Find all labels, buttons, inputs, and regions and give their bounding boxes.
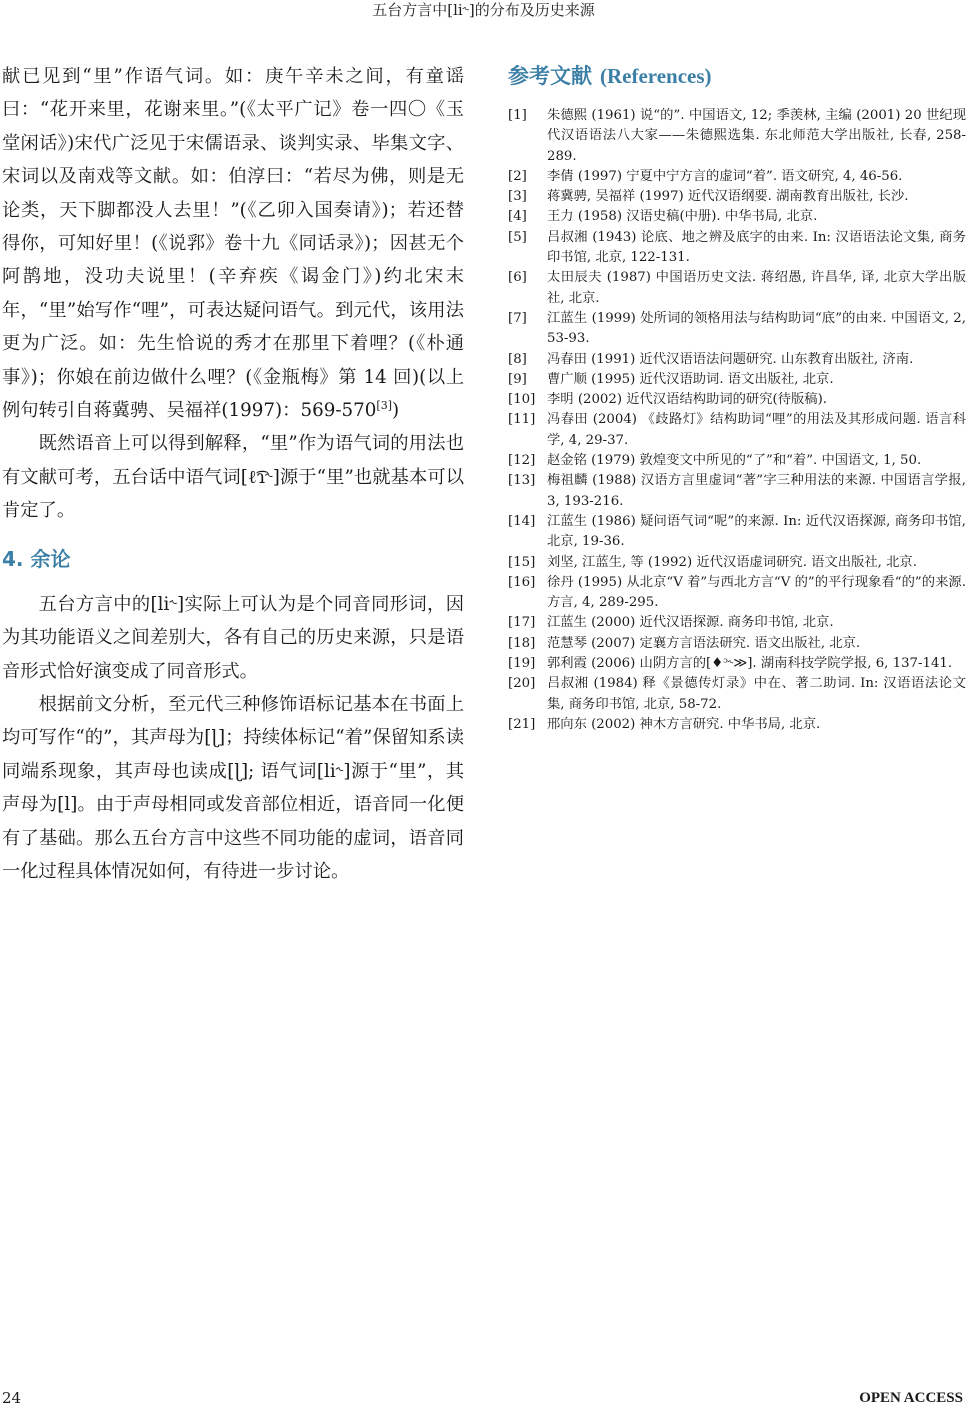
reference-number: [10]: [508, 392, 536, 408]
reference-text: 曹广顺 (1995) 近代汉语助词. 语文出版社, 北京.: [547, 371, 834, 387]
reference-item: [508, 410, 966, 451]
reference-number: [16]: [508, 574, 536, 590]
open-access-label: OPEN ACCESS: [859, 1390, 963, 1406]
reference-item: [508, 167, 966, 187]
paragraph-text: 献已见到“里”作语气词。如：庚午辛未之间，有童谣曰：“花开来里，花谢来里。”(《太平广记》卷一四〇《玉堂闲话》)宋代广泛见于宋儒语录、谈判实录、毕集文字、宋词以及南戏等文献。如：伯淳曰：“若尽为佛，则是无论类，天下脚都没人去里！”(《乙卯入国奏请》)；若还替得你，可知好里！(《说郛》卷十九《同话录》)；因甚无个阿鹊地，没功夫说里！(辛弃疾《谒金门》)约北宋末年，“里”始写作“哩”，可表达疑问语气。到元代，该用法更为广泛。如：先生恰说的秀才在那里下着哩？(《朴通事》)；你娘在前边做什么哩？(《金瓶梅》第 14 回)(以上例句转引自蒋冀骋、吴福祥(1997)：569-570: [2, 66, 464, 422]
reference-list: [508, 106, 966, 735]
left-column: [2, 60, 464, 888]
reference-text: 李明 (2002) 近代汉语结构助词的研究(待版稿).: [547, 392, 828, 408]
reference-number: [2]: [508, 168, 527, 184]
reference-number: [8]: [508, 351, 527, 367]
reference-item: [508, 634, 966, 654]
reference-number: [15]: [508, 554, 536, 570]
reference-number: [21]: [508, 716, 536, 732]
reference-item: [508, 309, 966, 350]
references-heading-en: (References): [600, 64, 712, 88]
reference-item: [508, 715, 966, 735]
reference-text: 郭利霞 (2006) 山阴方言的[♦ᵓ˞≫]. 湖南科技学院学报, 6, 137-141.: [547, 656, 953, 672]
reference-item: [508, 207, 966, 227]
reference-text: 江蓝生 (1999) 处所词的领格用法与结构助词“底”的由来. 中国语文, 2, 53-93.: [547, 310, 966, 347]
reference-text: 冯春田 (2004) 《歧路灯》结构助词“哩”的用法及其形成问题. 语言科学, 4, 29-37.: [547, 412, 966, 448]
citation-link[interactable]: [3]: [376, 399, 393, 413]
reference-number: [17]: [508, 615, 536, 631]
reference-text: 吕叔湘 (1943) 论底、地之辨及底字的由来. In: 汉语语法论文集, 商务印书馆, 北京, 122-131.: [547, 229, 966, 266]
reference-item: [508, 573, 966, 614]
paragraph-tail: ): [392, 400, 400, 422]
reference-item: [508, 350, 966, 370]
reference-text: 刘坚, 江蓝生, 等 (1992) 近代汉语虚词研究. 语文出版社, 北京.: [547, 554, 917, 570]
body-paragraph: 五台方言中的[li˞]实际上可认为是个同音同形词，因为其功能语义之间差别大，各有自己的历史来源，只是语音形式恰好演变成了同音形式。: [2, 593, 464, 682]
reference-text: 邢向东 (2002) 神木方言研究. 中华书局, 北京.: [547, 716, 821, 732]
references-column: [508, 60, 966, 735]
reference-text: 王力 (1958) 汉语史稿(中册). 中华书局, 北京.: [547, 209, 818, 225]
reference-item: [508, 268, 966, 309]
reference-text: 赵金铭 (1979) 敦煌变文中所见的“了”和“着”. 中国语文, 1, 50.: [547, 453, 922, 469]
reference-number: [13]: [508, 473, 536, 489]
reference-item: [508, 370, 966, 390]
reference-text: 吕叔湘 (1984) 释《景德传灯录》中在、著二助词. In: 汉语语法论文集, 商务印书馆, 北京, 58-72.: [547, 676, 966, 712]
reference-text: 江蓝生 (1986) 疑问语气词“呢”的来源. In: 近代汉语探源, 商务印书馆, 北京, 19-36.: [547, 513, 966, 550]
section-heading: 4. 余论: [2, 546, 71, 571]
body-paragraph: [2, 60, 464, 427]
reference-text: 冯春田 (1991) 近代汉语语法问题研究. 山东教育出版社, 济南.: [547, 351, 914, 367]
running-title: 五台方言中[li˞]的分布及历史来源: [372, 1, 595, 19]
reference-text: 李倩 (1997) 宁夏中宁方言的虚词“着”. 语文研究, 4, 46-56.: [547, 168, 903, 184]
body-paragraph: 根据前文分析，至元代三种修饰语标记基本在书面上均可写作“的”，其声母为[ɭ]；持续体标记“着”保留知系读同端系现象，其声母也读成[ɭ]; 语气词[li˞]源于“里”，其声母为[l]。由于声母相同或发音部位相近，语音同一化便有了基础。那么五台方言中这些不同功能的虚词，语音同一化过程具体情况如何，有待进一步讨论。: [2, 693, 464, 882]
reference-item: [508, 674, 966, 715]
reference-number: [12]: [508, 453, 536, 469]
reference-number: [6]: [508, 270, 527, 286]
reference-number: [1]: [508, 108, 527, 123]
reference-number: [9]: [508, 371, 527, 387]
reference-number: [14]: [508, 513, 536, 529]
reference-number: [19]: [508, 656, 536, 672]
reference-number: [18]: [508, 635, 536, 651]
reference-text: 江蓝生 (2000) 近代汉语探源. 商务印书馆, 北京.: [547, 615, 834, 631]
reference-item: [508, 187, 966, 207]
reference-item: [508, 553, 966, 573]
reference-item: [508, 471, 966, 512]
reference-item: [508, 613, 966, 633]
reference-item: [508, 390, 966, 410]
reference-item: [508, 228, 966, 269]
reference-number: [7]: [508, 310, 527, 326]
reference-text: 朱德熙 (1961) 说“的”. 中国语文, 12; 季羡林, 主编 (2001) 20 世纪现代汉语语法八大家——朱德熙选集. 东北师范大学出版社, 长春, 258-289.: [547, 108, 966, 164]
reference-item: [508, 451, 966, 471]
references-heading-cn: 参考文献: [508, 64, 592, 88]
reference-item: [508, 512, 966, 553]
reference-item: [508, 654, 966, 674]
body-paragraph: 既然语音上可以得到解释，“里”作为语气词的用法也有文献可考，五台话中语气词[ℓ͡ɿ˞]源于“里”也就基本可以肯定了。: [2, 433, 464, 522]
reference-text: 范慧琴 (2007) 定襄方言语法研究. 语文出版社, 北京.: [547, 635, 861, 651]
reference-text: 蒋冀骋, 吴福祥 (1997) 近代汉语纲要. 湖南教育出版社, 长沙.: [547, 189, 909, 205]
reference-text: 太田辰夫 (1987) 中国语历史文法. 蒋绍愚, 许昌华, 译, 北京大学出版社, 北京.: [547, 270, 966, 306]
reference-text: 梅祖麟 (1988) 汉语方言里虚词“著”字三种用法的来源. 中国语言学报, 3, 193-216.: [547, 473, 966, 509]
reference-number: [5]: [508, 229, 527, 245]
reference-number: [3]: [508, 189, 527, 205]
reference-text: 徐丹 (1995) 从北京“V 着”与西北方言“V 的”的平行现象看“的”的来源. 方言, 4, 289-295.: [547, 574, 966, 611]
references-heading: [508, 60, 966, 92]
page-number: 24: [2, 1389, 22, 1407]
reference-item: [508, 106, 966, 167]
reference-number: [20]: [508, 676, 536, 692]
reference-number: [4]: [508, 209, 527, 225]
reference-number: [11]: [508, 412, 536, 428]
